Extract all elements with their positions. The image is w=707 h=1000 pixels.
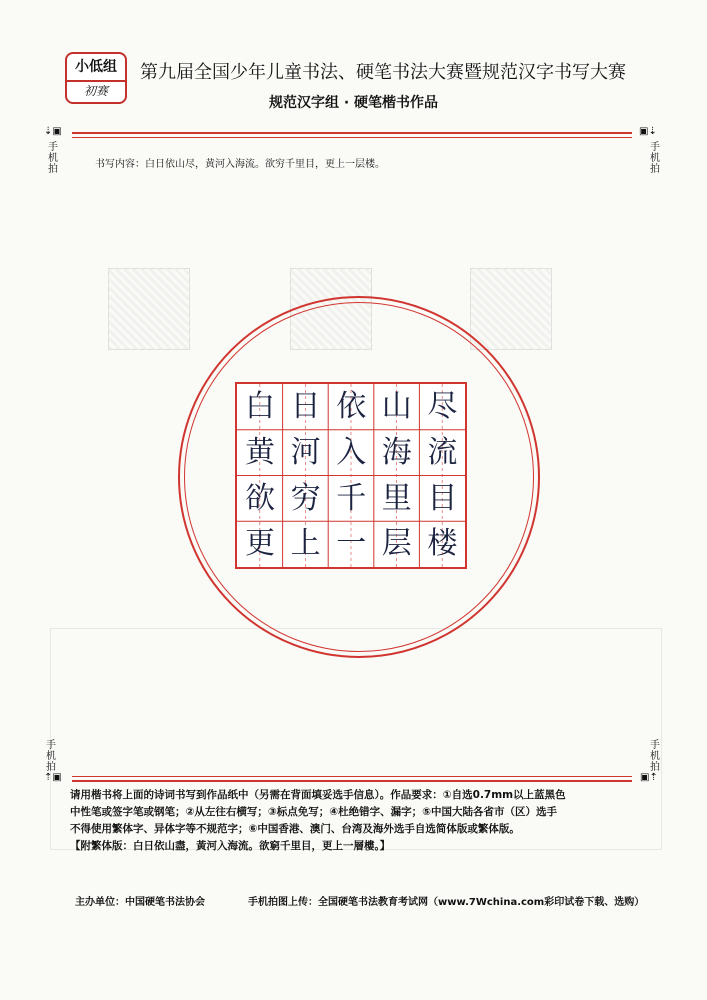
bleed-through-qr-1 (108, 268, 190, 350)
badge-round: 初赛 (83, 84, 108, 98)
bottom-rule-thick (72, 780, 632, 782)
competition-subtitle: 规范汉字组 · 硬笔楷书作品 (268, 95, 439, 111)
poem-character: 欲 (245, 480, 275, 516)
bottom-rule-thin (72, 776, 632, 777)
competition-title: 第九届全国少年儿童书法、硬笔书法大赛暨规范汉字书写大赛 (140, 62, 626, 83)
side-label-right-top: 手 机 拍 (650, 142, 660, 175)
poem-character: 里 (381, 480, 412, 516)
camera-icon: ⇣▣ (44, 126, 62, 137)
camera-icon: ▣⇣ (639, 126, 657, 137)
poem-character: 层 (381, 526, 412, 562)
poem-character: 更 (245, 526, 275, 562)
poem-character: 楼 (427, 526, 458, 562)
poem-character: 上 (290, 526, 321, 562)
poem-character: 尽 (427, 389, 458, 424)
badge-category: 小低组 (67, 54, 125, 82)
instructions-line-1: 请用楷书将上面的诗词书写到作品纸中（另需在背面填妥选手信息）。作品要求：①自选0.7mm以上蓝黑色 (70, 789, 566, 801)
poem-character: 山 (381, 389, 412, 424)
poem-character: 流 (427, 434, 458, 470)
bleed-through-text (210, 198, 216, 222)
poem-character: 白 (245, 389, 275, 424)
upload-info: 手机拍图上传：全国硬笔书法教育考试网（www.7Wchina.com彩印试卷下载、选购） (248, 897, 645, 908)
side-label-left-bottom: 手 机 拍 (46, 740, 56, 773)
poem-character: 河 (290, 434, 321, 470)
poem-character: 穷 (290, 480, 321, 516)
poem-character: 一 (336, 526, 367, 562)
poem-character: 海 (381, 434, 412, 470)
poem-character: 入 (336, 434, 367, 470)
side-label-right-bottom: 手 机 拍 (650, 740, 660, 773)
poem-character: 黄 (245, 434, 275, 470)
top-rule-thin (72, 137, 632, 138)
poem-character: 日 (290, 389, 321, 424)
bleed-through-qr-3 (470, 268, 552, 350)
poem-character: 依 (336, 389, 367, 424)
camera-icon: ⇡▣ (44, 772, 62, 783)
poem-character: 目 (427, 480, 458, 516)
poem-character: 千 (336, 480, 367, 516)
organizer: 主办单位：中国硬笔书法协会 (75, 897, 205, 908)
writing-content: 书写内容：白日依山尽，黄河入海流。欲穷千里目，更上一层楼。 (95, 159, 385, 170)
instructions (70, 787, 650, 855)
instructions-line-4: 【附繁体版：白日依山盡，黃河入海流。欲窮千里目，更上一層樓。】 (70, 840, 391, 852)
instructions-line-3: 不得使用繁体字、异体字等不规范字；⑥中国香港、澳门、台湾及海外选手自选简体版或繁体版。 (70, 823, 520, 835)
top-rule-thick (72, 132, 632, 134)
camera-icon: ▣⇡ (640, 772, 658, 783)
side-label-left-top: 手 机 拍 (48, 142, 58, 175)
calligraphy-grid (235, 382, 467, 569)
instructions-line-2: 中性笔或签字笔或钢笔；②从左往右横写；③标点免写；④杜绝错字、漏字；⑤中国大陆各省市（区）选手 (70, 806, 558, 818)
